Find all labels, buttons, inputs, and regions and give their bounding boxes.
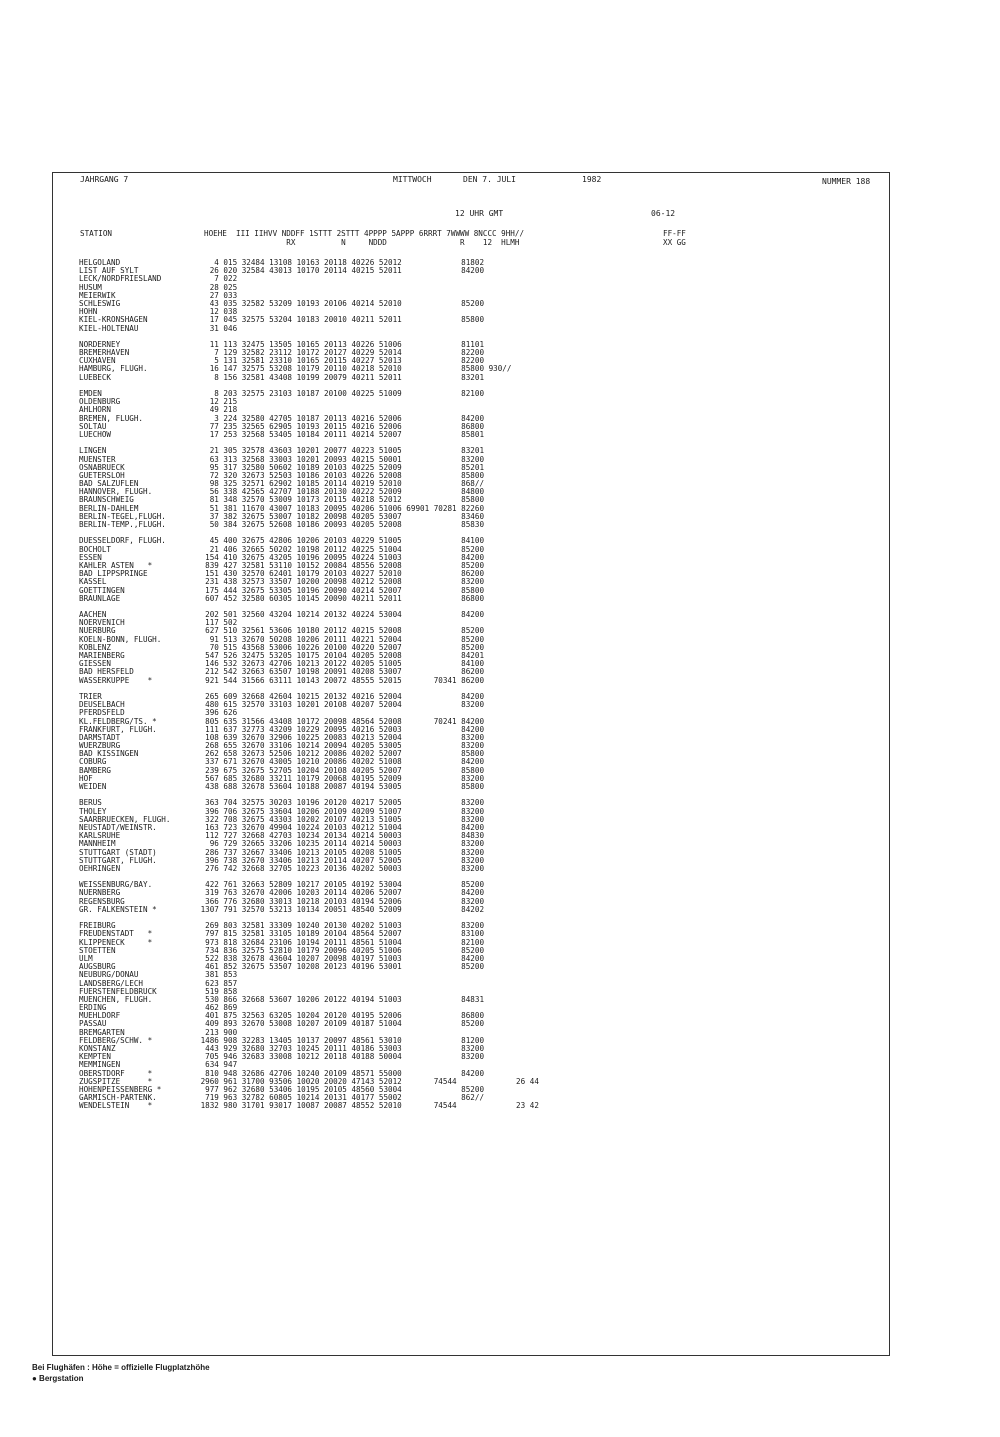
station-values: 27 033	[196, 290, 238, 300]
station-values: 443 929 32680 32703 10245 20111 40186 53003 83200	[196, 1044, 485, 1053]
station-values: 212 542 32663 63507 10198 20091 40208 53007 86200	[196, 667, 485, 677]
station-name: SAARBRUECKEN, FLUGH.	[79, 814, 171, 824]
station-name: BREMGARTEN	[79, 1027, 125, 1037]
station-name: KIEL-KRONSHAGEN	[79, 315, 148, 325]
station-values: 977 962 32680 53406 10195 20105 48560 53004 85200	[196, 1084, 485, 1094]
station-values: 96 729 32665 33206 10235 20114 40214 50003 83200	[196, 839, 485, 849]
station-values: 381 853	[196, 970, 238, 980]
station-name: LECK/NORDFRIESLAND	[79, 274, 162, 284]
station-name: AHLHORN	[79, 405, 112, 415]
values-group	[196, 799, 539, 873]
station-values: 337 671 32670 43005 10210 20086 40202 51008 84200	[196, 757, 485, 767]
station-values: 8 156 32581 43408 10199 20079 40211 52011 83201	[196, 372, 485, 382]
station-values: 63 313 32568 33003 10201 20093 40215 50001 83200	[196, 454, 485, 464]
station-name: KARLSRUHE	[79, 831, 121, 841]
station-values: 21 305 32578 43603 10201 20077 40223 51005 83201	[196, 446, 485, 456]
station-values: 108 639 32670 32906 10225 20083 40213 52004 83200	[196, 732, 485, 742]
station-values: 705 946 32683 33008 10212 20118 40188 50004 83200	[196, 1052, 485, 1062]
station-values: 396 706 32675 33604 10206 20109 40209 51007 83200	[196, 806, 485, 816]
station-values: 401 875 32563 63205 10204 20120 40195 52006 86800	[196, 1011, 485, 1021]
values-group	[196, 390, 539, 439]
station-values: 1832 980 31701 93017 10087 20087 48552 52010 74544 23 42	[196, 1101, 539, 1111]
station-values: 37 382 32675 53007 10182 20098 40205 53007 83460	[196, 511, 485, 521]
weekday-label: MITTWOCH	[393, 175, 432, 184]
station-name: BERLIN-TEGEL,FLUGH.	[79, 511, 166, 521]
station-name: BRAUNSCHWEIG	[79, 495, 134, 505]
station-name: HANNOVER, FLUGH.	[79, 487, 153, 497]
station-values: 1486 908 32283 13405 10137 20097 48561 53010 81200	[196, 1035, 485, 1045]
station-values: 175 444 32675 53305 10196 20090 40214 52007 85800	[196, 585, 485, 595]
station-name: LIST AUF SYLT	[79, 266, 139, 276]
station-values: 634 947	[196, 1060, 238, 1070]
station-name: WENDELSTEIN *	[79, 1101, 153, 1111]
station-name: HELGOLAND	[79, 258, 121, 267]
station-values: 5 131 32581 23310 10165 20115 40227 52013 82200	[196, 356, 485, 366]
station-values: 231 438 32573 33507 10200 20098 40212 52008 83200	[196, 577, 485, 587]
station-values: 547 526 32475 53205 10175 20104 40205 52008 84201	[196, 651, 485, 660]
station-name: LUEBECK	[79, 372, 112, 382]
station-group	[79, 259, 170, 333]
station-name: WASSERKUPPE *	[79, 675, 153, 685]
station-values: 276 742 32668 32705 10223 20136 40202 50003 83200	[196, 863, 485, 873]
station-name: FREIBURG	[79, 921, 116, 931]
station-values: 239 675 32675 52705 10204 20108 40205 52007 85800	[196, 765, 485, 775]
station-name: MARIENBERG	[79, 651, 125, 660]
station-values: 12 215	[196, 397, 238, 407]
values-group	[196, 259, 539, 333]
station-values: 567 685 32680 33211 10179 20068 40195 52009 83200	[196, 773, 485, 783]
station-name: DEUSELBACH	[79, 700, 125, 710]
station-group	[79, 922, 170, 1110]
station-name: MUEHLDORF	[79, 1011, 121, 1021]
station-values: 49 218	[196, 405, 238, 415]
station-name: GUETERSLOH	[79, 470, 125, 480]
station-name: GIESSEN	[79, 659, 112, 669]
station-name: GR. FALKENSTEIN *	[79, 904, 157, 914]
footer-note-mountain: ● Bergstation	[32, 1374, 84, 1383]
station-name: LANDSBERG/LECH	[79, 978, 144, 988]
station-name: SOLTAU	[79, 421, 107, 431]
station-name: FELDBERG/SCHW. *	[79, 1035, 153, 1045]
station-name: AACHEN	[79, 610, 107, 620]
station-name: PFERDSFELD	[79, 708, 125, 718]
station-name: STUTTGART, FLUGH.	[79, 855, 157, 865]
station-name: FUERSTENFELDBRUCK	[79, 986, 157, 996]
station-values: 461 852 32675 53507 10208 20123 40196 53001 85200	[196, 962, 485, 972]
station-name: PASSAU	[79, 1019, 107, 1029]
values-group	[196, 693, 539, 791]
station-name: BERLIN-DAHLEM	[79, 503, 139, 513]
station-values: 151 430 32570 62401 10179 20103 40227 52010 86200	[196, 569, 485, 579]
station-name: BERUS	[79, 798, 102, 808]
station-values: 422 761 32663 52809 10217 20105 40192 53004 85200	[196, 880, 485, 890]
station-values: 56 338 42565 42707 10188 20130 40222 52009 84800	[196, 487, 485, 497]
station-name: NORDERNEY	[79, 339, 121, 349]
values-group	[196, 537, 539, 603]
station-values: 50 384 32675 52608 10186 20093 40205 52008 85830	[196, 520, 485, 529]
station-values: 98 325 32571 62902 10185 20114 40219 52010 868//	[196, 479, 485, 489]
station-values: 202 501 32560 43204 10214 20132 40224 53004 84200	[196, 610, 485, 620]
station-values: 111 637 32773 43209 10229 20095 40216 52003 84200	[196, 724, 485, 734]
station-name: HOF	[79, 773, 93, 783]
volume-label: JAHRGANG 7	[80, 175, 129, 184]
station-group	[79, 390, 170, 439]
station-name: DUESSELDORF, FLUGH.	[79, 536, 166, 546]
year-label: 1982	[582, 175, 602, 184]
station-name: BAD SALZUFLEN	[79, 479, 139, 489]
observation-values-column	[196, 259, 539, 1119]
station-name: OBERSTDORF *	[79, 1068, 153, 1078]
station-values: 627 510 32561 53606 10180 20112 40215 52008 85200	[196, 626, 485, 636]
station-name: BERLIN-TEMP.,FLUGH.	[79, 520, 166, 529]
station-name: BREMERHAVEN	[79, 348, 130, 358]
station-name: FRANKFURT, FLUGH.	[79, 724, 157, 734]
station-name: MEIERWIK	[79, 290, 116, 300]
station-name: CUXHAVEN	[79, 356, 116, 366]
station-values: 3 224 32580 42705 10187 20113 40216 52006 84200	[196, 413, 485, 423]
station-name: MUENSTER	[79, 454, 116, 464]
station-name: BAMBERG	[79, 765, 112, 775]
values-group	[196, 922, 539, 1110]
station-values: 262 658 32673 52506 10212 20086 40202 52007 85800	[196, 749, 485, 759]
station-name: LUECHOW	[79, 429, 112, 439]
station-name: KASSEL	[79, 577, 107, 587]
station-values: 265 609 32668 42604 10215 20132 40216 52004 84200	[196, 691, 485, 701]
station-values: 28 025	[196, 282, 238, 292]
station-name: KIEL-HOLTENAU	[79, 323, 139, 333]
station-name: KONSTANZ	[79, 1044, 116, 1053]
station-group	[79, 799, 170, 873]
station-values: 805 635 31566 43408 10172 20098 48564 52008 70241 84200	[196, 716, 485, 726]
station-name: KL.FELDBERG/TS. *	[79, 716, 157, 726]
station-group	[79, 881, 170, 914]
station-name: ULM	[79, 953, 93, 963]
station-name: OLDENBURG	[79, 397, 121, 407]
station-name: FREUDENSTADT *	[79, 929, 153, 939]
station-values: 95 317 32580 50602 10189 20103 40225 52009 85201	[196, 462, 485, 472]
values-group	[196, 341, 539, 382]
station-values: 51 381 11670 43007 10183 20095 40206 51006 69901 70281 82260	[196, 503, 485, 513]
station-name: TRIER	[79, 691, 102, 701]
station-name: KOBLENZ	[79, 642, 112, 652]
station-values: 112 727 32668 42703 10234 20134 40214 50003 84830	[196, 831, 485, 841]
station-values: 973 818 32684 23106 10194 20111 48561 51004 82100	[196, 937, 485, 947]
station-values: 719 963 32782 60805 10214 20131 40177 55002 862//	[196, 1093, 485, 1103]
station-values: 163 723 32670 49904 10224 20103 40212 51004 84200	[196, 822, 485, 832]
station-values: 522 838 32678 43604 10207 20098 40197 51003 84200	[196, 953, 485, 963]
station-values: 146 532 32673 42706 10213 20122 40205 51005 84100	[196, 659, 485, 669]
station-group	[79, 537, 170, 603]
station-values: 462 869	[196, 1003, 238, 1013]
station-values: 286 737 32667 33406 10213 20105 40208 51005 83200	[196, 847, 485, 857]
station-values: 623 857	[196, 978, 238, 988]
station-name: HUSUM	[79, 282, 102, 292]
station-name: DARMSTADT	[79, 732, 121, 742]
station-name: OEHRINGEN	[79, 863, 121, 873]
station-values: 8 203 32575 23103 10187 20100 40225 51009 82100	[196, 389, 485, 398]
station-name: NEUSTADT/WEINSTR.	[79, 822, 157, 832]
station-values: 154 410 32675 43205 10196 20095 40224 51003 84200	[196, 552, 485, 562]
station-values: 81 348 32570 53009 10173 20115 40218 52012 85800	[196, 495, 485, 505]
station-name: HOHENPEISSENBERG *	[79, 1084, 162, 1094]
station-name: SCHLESWIG	[79, 298, 121, 308]
values-group	[196, 447, 539, 529]
station-values: 12 038	[196, 307, 238, 317]
station-values: 839 427 32581 53110 10152 20084 48556 52008 85200	[196, 560, 485, 570]
station-values: 77 235 32565 62905 10193 20115 40216 52006 86800	[196, 421, 485, 431]
station-values: 366 776 32680 33013 10218 20103 40194 52006 83200	[196, 896, 485, 906]
station-values: 117 502	[196, 618, 238, 628]
station-values: 396 626	[196, 708, 238, 718]
footer-note-airports: Bei Flughäfen : Höhe = offizielle Flugplatzhöhe	[32, 1363, 210, 1372]
station-name: KLIPPENECK *	[79, 937, 153, 947]
station-name: EMDEN	[79, 389, 102, 398]
station-values: 396 738 32670 33406 10213 20114 40207 52005 83200	[196, 855, 485, 865]
station-values: 810 948 32686 42706 10240 20109 48571 55000 84200	[196, 1068, 485, 1078]
station-name: HAMBURG, FLUGH.	[79, 364, 148, 374]
station-name: KEMPTEN	[79, 1052, 112, 1062]
station-values: 43 035 32582 53209 10193 20106 40214 52010 85200	[196, 298, 485, 308]
station-values: 7 129 32582 23112 10172 20127 40229 52014 82200	[196, 348, 485, 358]
station-values: 91 513 32670 50208 10206 20111 40221 52004 85200	[196, 634, 485, 644]
station-name: BAD KISSINGEN	[79, 749, 139, 759]
station-values: 269 803 32581 33309 10240 20130 40202 51003 83200	[196, 921, 485, 931]
column-header-codes-sub: RX N NDDD R 12 HLMH	[204, 238, 520, 247]
station-values: 268 655 32670 33106 10214 20094 40205 53005 83200	[196, 741, 485, 751]
station-name: REGENSBURG	[79, 896, 125, 906]
station-values: 438 688 32678 53604 10188 20087 40194 53005 85800	[196, 782, 485, 791]
column-header-gust-sub: XX GG	[663, 238, 686, 247]
station-name: GOETTINGEN	[79, 585, 125, 595]
station-values: 17 253 32568 53405 10184 20111 40214 52007 85801	[196, 429, 485, 439]
station-name: BAD LIPPSPRINGE	[79, 569, 148, 579]
station-name: ESSEN	[79, 552, 102, 562]
station-values: 530 866 32668 53607 10206 20122 40194 51003 84831	[196, 994, 485, 1004]
station-values: 4 015 32484 13108 10163 20118 40226 52012 81802	[196, 258, 485, 267]
station-name: BRAUNLAGE	[79, 593, 121, 603]
station-group	[79, 611, 170, 685]
station-name: NUERNBERG	[79, 888, 121, 898]
period-label: 06-12	[651, 209, 676, 218]
station-name: ERDING	[79, 1003, 107, 1013]
station-values: 16 147 32575 53208 10179 20110 40218 52010 85800 930//	[196, 364, 512, 374]
column-header-codes: HOEHE III IIHVV NDDFF 1STTT 2STTT 4PPPP 5APPP 6RRRT 7WWWW 8NCCC 9HH//	[204, 229, 525, 238]
station-values: 17 045 32575 53204 10183 20010 40211 52011 85800	[196, 315, 485, 325]
station-values: 1307 791 32570 53213 10134 20051 48540 52009 84202	[196, 904, 485, 914]
station-name: STOETTEN	[79, 945, 116, 955]
station-values: 213 900	[196, 1027, 238, 1037]
station-values: 31 046	[196, 323, 238, 333]
station-values: 607 452 32580 60305 10145 20090 40211 52011 86800	[196, 593, 485, 603]
values-group	[196, 611, 539, 685]
station-values: 21 406 32665 50202 10198 20112 40225 51004 85200	[196, 544, 485, 554]
station-name: WEISSENBURG/BAY.	[79, 880, 153, 890]
station-name: MANNHEIM	[79, 839, 116, 849]
station-name: WUERZBURG	[79, 741, 121, 751]
station-values: 480 615 32570 33103 10201 20108 40207 52004 83200	[196, 700, 485, 710]
station-values: 409 893 32670 53008 10207 20109 40187 51004 85200	[196, 1019, 485, 1029]
station-name: BREMEN, FLUGH.	[79, 413, 144, 423]
station-group	[79, 447, 170, 529]
column-header-gust: FF-FF	[663, 229, 686, 238]
station-name: KOELN-BONN, FLUGH.	[79, 634, 162, 644]
station-values: 11 113 32475 13505 10165 20113 40226 51006 81101	[196, 339, 485, 349]
station-name: BAD HERSFELD	[79, 667, 134, 677]
station-values: 797 815 32581 33105 10189 20104 48564 52007 83100	[196, 929, 485, 939]
observation-time: 12 UHR GMT	[455, 209, 504, 218]
station-name: NOERVENICH	[79, 618, 125, 628]
station-name: AUGSBURG	[79, 962, 116, 972]
station-values: 7 022	[196, 274, 238, 284]
station-values: 26 020 32584 43013 10170 20114 40215 52011 84200	[196, 266, 485, 276]
station-name: ZUGSPITZE *	[79, 1076, 153, 1086]
station-name: OSNABRUECK	[79, 462, 125, 472]
station-name: KAHLER ASTEN *	[79, 560, 153, 570]
station-name: STUTTGART (STADT)	[79, 847, 157, 857]
station-values: 921 544 31566 63111 10143 20072 48555 52015 70341 86200	[196, 675, 485, 685]
station-name: HOHN	[79, 307, 98, 317]
station-group	[79, 693, 170, 791]
station-values: 322 708 32675 43303 10202 20107 40213 51005 83200	[196, 814, 485, 824]
station-names-column	[79, 259, 170, 1119]
station-values: 363 704 32575 30203 10196 20120 40217 52005 83200	[196, 798, 485, 808]
station-values: 319 763 32670 42006 10203 20114 40206 52007 84200	[196, 888, 485, 898]
issue-number: NUMMER 188	[822, 177, 871, 186]
date-label: DEN 7. JULI	[463, 175, 516, 184]
station-name: LINGEN	[79, 446, 107, 456]
station-values: 70 515 43568 53006 10226 20100 40220 52007 85200	[196, 642, 485, 652]
station-values: 2960 961 31700 93506 10020 20020 47143 52012 74544 26 44	[196, 1076, 539, 1086]
station-name: NUERBURG	[79, 626, 116, 636]
station-values: 72 320 32673 52503 10186 20103 40226 52008 85800	[196, 470, 485, 480]
station-name: BOCHOLT	[79, 544, 112, 554]
station-name: GARMISCH-PARTENK.	[79, 1093, 157, 1103]
station-name: WEIDEN	[79, 782, 107, 791]
station-name: MEMMINGEN	[79, 1060, 121, 1070]
station-group	[79, 341, 170, 382]
station-values: 734 836 32575 52810 10179 20096 40205 51006 85200	[196, 945, 485, 955]
station-name: NEUBURG/DONAU	[79, 970, 139, 980]
column-header-station: STATION	[80, 229, 113, 238]
station-name: COBURG	[79, 757, 107, 767]
station-values: 519 858	[196, 986, 238, 996]
station-name: MUENCHEN, FLUGH.	[79, 994, 153, 1004]
station-name: THOLEY	[79, 806, 107, 816]
station-values: 45 400 32675 42806 10206 20103 40229 51005 84100	[196, 536, 485, 546]
values-group	[196, 881, 539, 914]
